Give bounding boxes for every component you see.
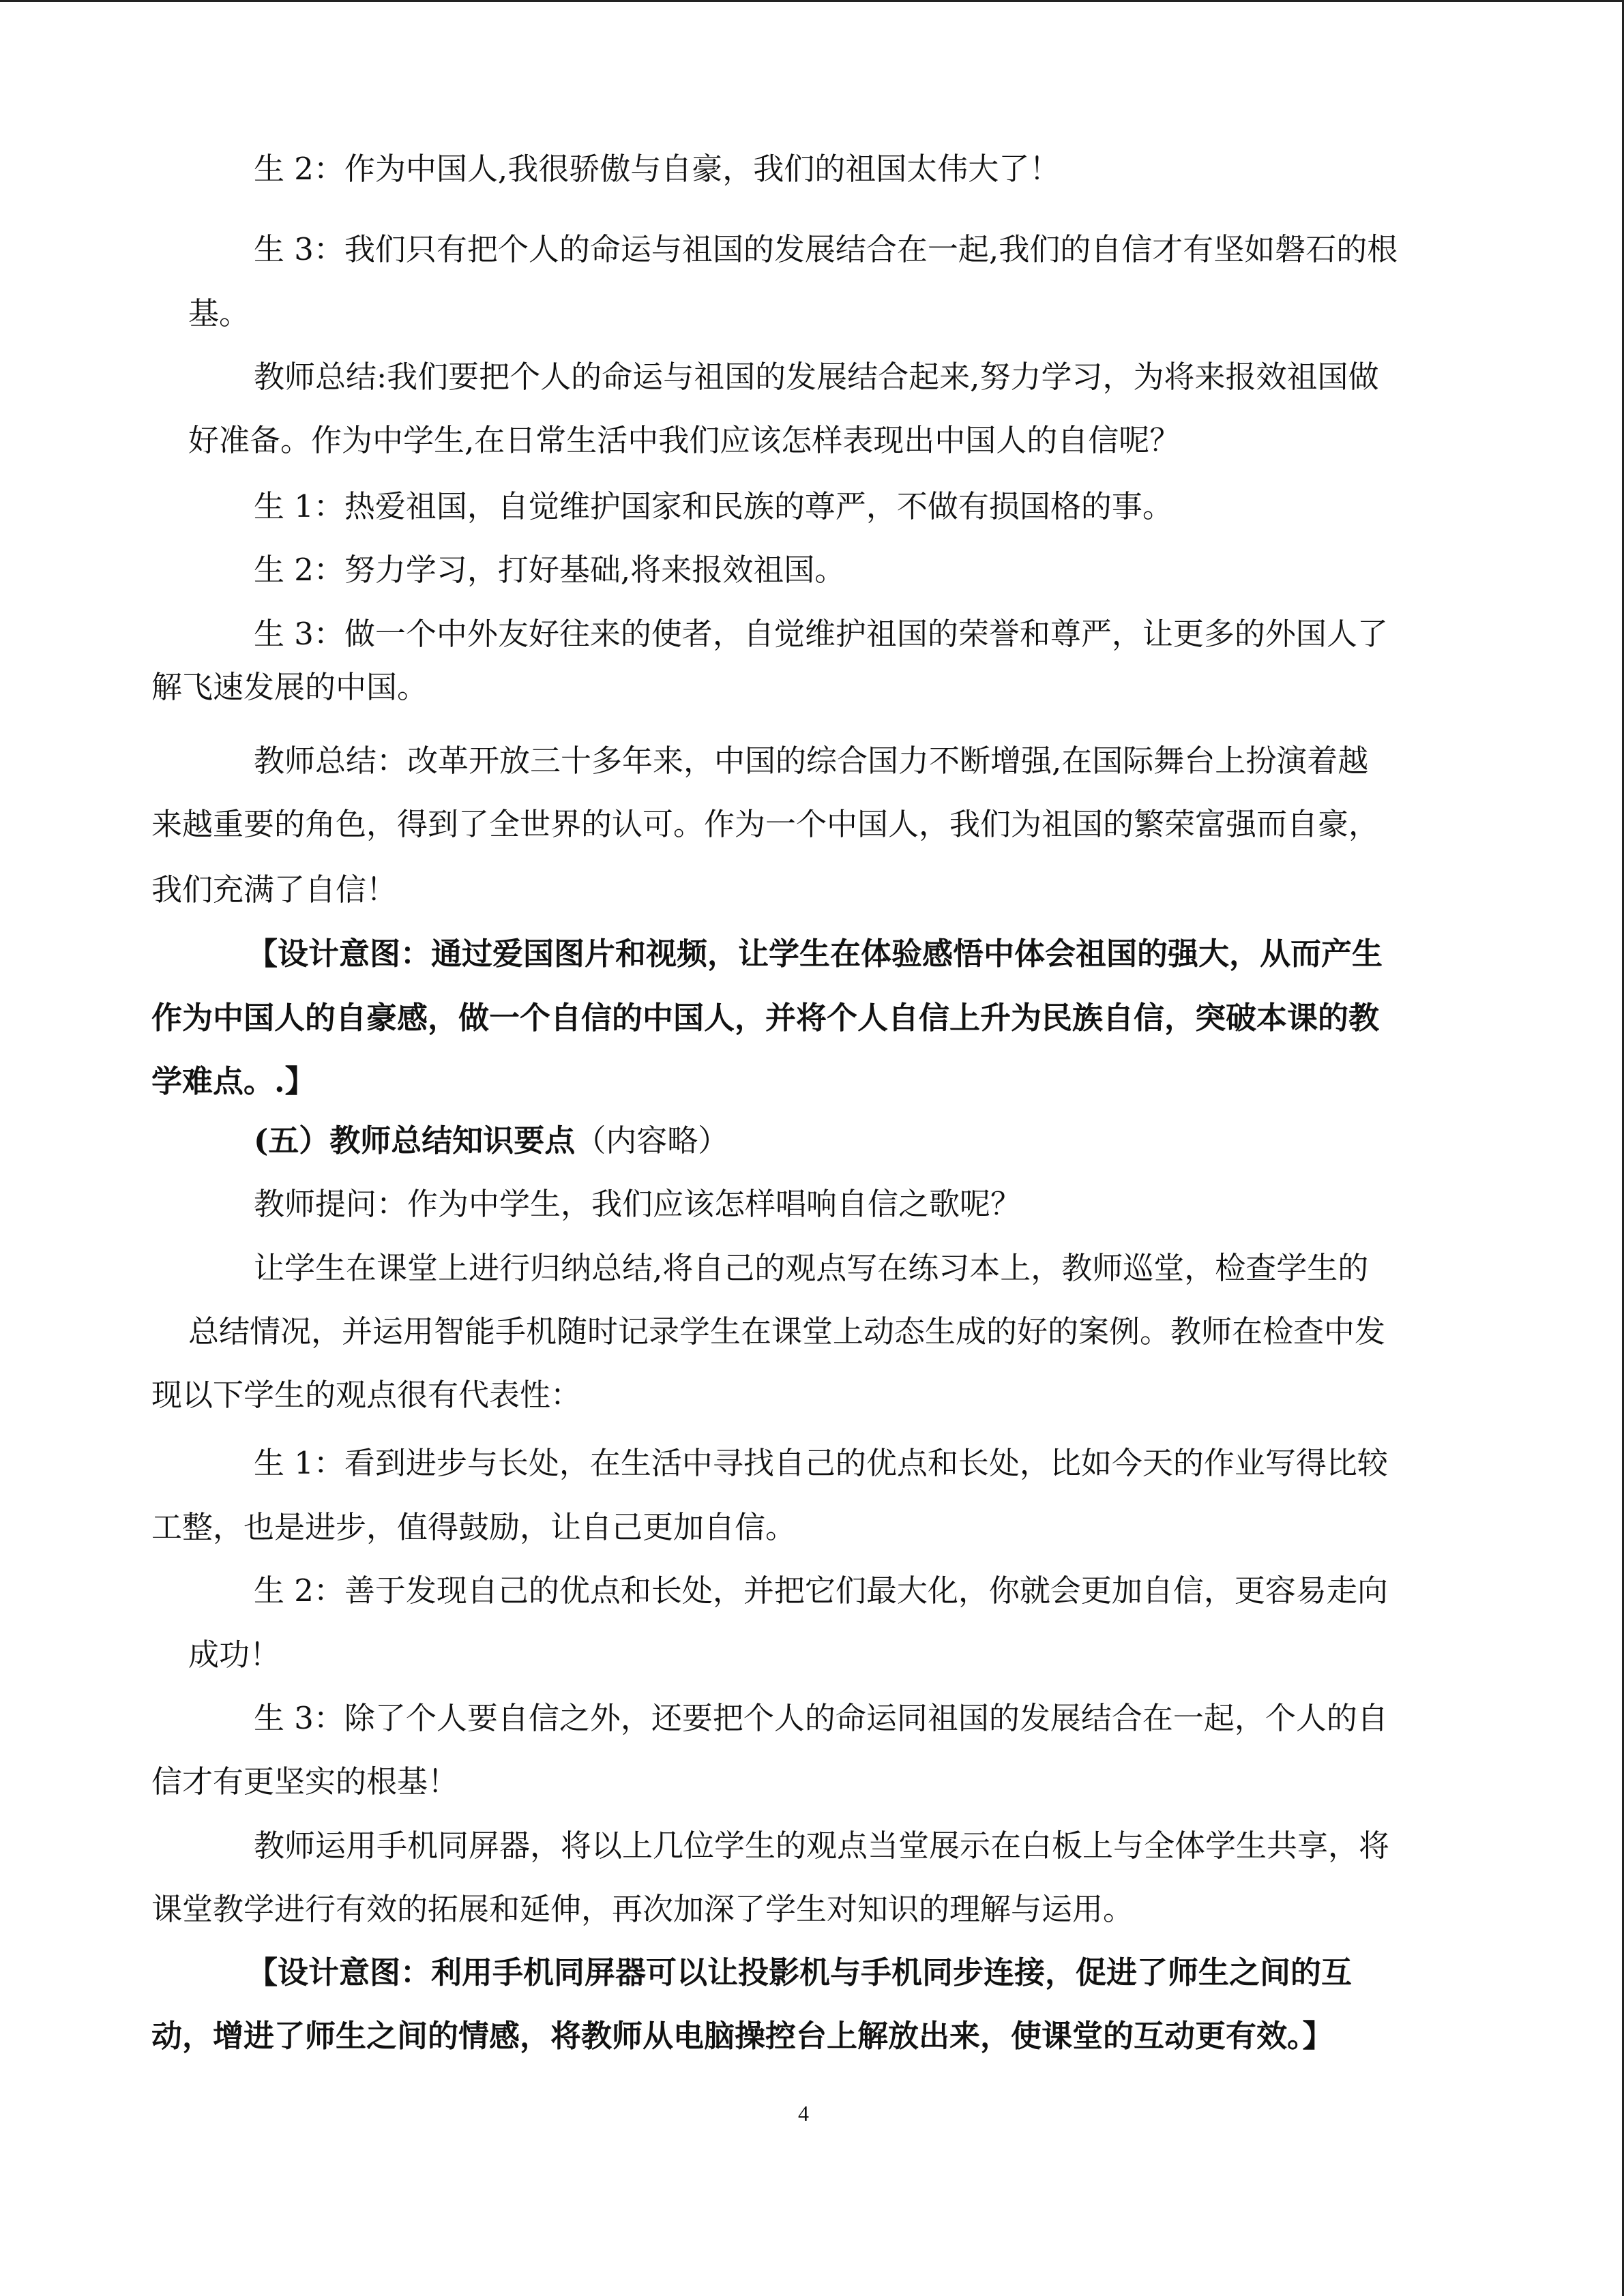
text-line: 教师总结:我们要把个人的命运与祖国的发展结合起来,努力学习，为将来报效祖国做 — [254, 359, 1379, 395]
text-line: 我们充满了自信！ — [151, 871, 398, 908]
text-line: 生 3：除了个人要自信之外，还要把个人的命运同祖国的发展结合在一起，个人的自 — [254, 1700, 1388, 1736]
design-intent-line: 动，增进了师生之间的情感，将教师从电脑操控台上解放出来，使课堂的互动更有效。】 — [151, 2018, 1333, 2054]
text-line: 解飞速发展的中国。 — [151, 669, 428, 705]
text-line: 教师总结：改革开放三十多年来，中国的综合国力不断增强,在国际舞台上扮演着越 — [254, 743, 1369, 779]
text-line: 信才有更坚实的根基！ — [151, 1763, 459, 1800]
text-line: 好准备。作为中学生,在日常生活中我们应该怎样表现出中国人的自信呢？ — [188, 422, 1181, 458]
page-number: 4 — [798, 2101, 809, 2126]
text-line: 现以下学生的观点很有代表性： — [151, 1377, 582, 1413]
text-line: 生 2：作为中国人,我很骄傲与自豪，我们的祖国太伟大了！ — [254, 151, 1061, 187]
text-line: 成功！ — [188, 1637, 281, 1673]
text-line: 生 3：我们只有把个人的命运与祖国的发展结合在一起,我们的自信才有坚如磐石的根 — [254, 231, 1398, 267]
section-heading — [254, 1120, 728, 1161]
design-intent-line: 【设计意图：通过爱国图片和视频，让学生在体验感悟中体会祖国的强大，从而产生 — [247, 936, 1383, 972]
text-line: 生 3：做一个中外友好往来的使者，自觉维护祖国的荣誉和尊严，让更多的外国人了 — [254, 616, 1388, 652]
text-line: 课堂教学进行有效的拓展和延伸，再次加深了学生对知识的理解与运用。 — [151, 1891, 1134, 1927]
text-line: 生 2：善于发现自己的优点和长处，并把它们最大化，你就会更加自信，更容易走向 — [254, 1572, 1388, 1609]
text-line: 生 1：看到进步与长处，在生活中寻找自己的优点和长处，比如今天的作业写得比较 — [254, 1445, 1388, 1481]
text-line: 教师运用手机同屏器，将以上几位学生的观点当堂展示在白板上与全体学生共享，将 — [254, 1828, 1390, 1864]
design-intent-line: 作为中国人的自豪感，做一个自信的中国人，并将个人自信上升为民族自信，突破本课的教 — [151, 1000, 1380, 1036]
text-line: 来越重要的角色，得到了全世界的认可。作为一个中国人，我们为祖国的繁荣富强而自豪， — [151, 806, 1380, 842]
text-line: 生 1：热爱祖国，自觉维护国家和民族的尊严，不做有损国格的事。 — [254, 488, 1173, 524]
text-line: 基。 — [188, 295, 250, 331]
text-line: 工整，也是进步，值得鼓励，让自己更加自信。 — [151, 1509, 797, 1545]
text-line: 让学生在课堂上进行归纳总结,将自己的观点写在练习本上，教师巡堂，检查学生的 — [254, 1250, 1369, 1286]
design-intent-line: 学难点。.】 — [151, 1063, 316, 1099]
text-line: 总结情况，并运用智能手机随时记录学生在课堂上动态生成的好的案例。教师在检查中发 — [188, 1313, 1386, 1350]
text-line: 生 2：努力学习，打好基础,将来报效祖国。 — [254, 552, 846, 588]
section-heading-note: （内容略） — [575, 1122, 729, 1159]
text-line: 教师提问：作为中学生，我们应该怎样唱响自信之歌呢？ — [254, 1186, 1022, 1222]
section-heading-title: (五）教师总结知识要点 — [254, 1122, 576, 1159]
design-intent-line: 【设计意图：利用手机同屏器可以让投影机与手机同步连接，促进了师生之间的互 — [247, 1954, 1353, 1991]
